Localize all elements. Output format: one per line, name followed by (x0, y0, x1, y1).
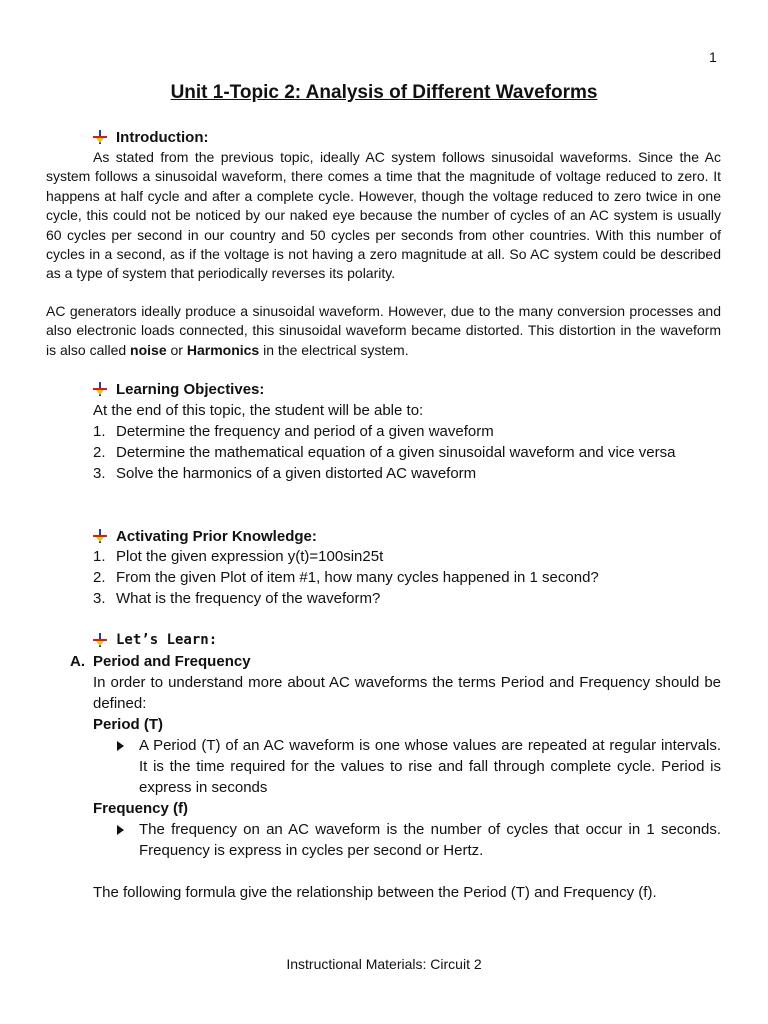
page-number: 1 (709, 49, 717, 65)
objectives-lead: At the end of this topic, the student will be able to: (93, 402, 424, 419)
frequency-text: The frequency on an AC waveform is the number of cycles that occur in 1 seconds. Frequency is express in cycles per second or Hertz. (139, 821, 721, 859)
lets-learn-heading-text: Let’s Learn: (116, 632, 218, 648)
introduction-paragraph-1 (46, 148, 721, 284)
list-item (93, 546, 721, 567)
footer: Instructional Materials: Circuit 2 (286, 956, 482, 972)
list-item-number: 3. (93, 590, 106, 607)
list-item (93, 463, 721, 484)
period-bullet (115, 735, 721, 798)
page-title: Unit 1-Topic 2: Analysis of Different Waveforms (170, 82, 598, 103)
prior-knowledge-heading (93, 527, 317, 545)
list-item-number: 2. (93, 569, 106, 586)
prior-knowledge-list (93, 546, 721, 609)
objectives-list (93, 421, 721, 484)
connector-or: or (166, 341, 187, 358)
objectives-heading-text: Learning Objectives: (116, 380, 265, 398)
lets-learn-heading (93, 631, 217, 649)
list-item-number: 1. (93, 423, 106, 440)
term-harmonics: Harmonics (186, 341, 260, 358)
list-item (93, 421, 721, 442)
list-item-number: 3. (93, 465, 106, 482)
spacer (93, 861, 721, 882)
list-item (93, 588, 721, 609)
formula-text: The following formula give the relationship between the Period (T) and Frequency (f). (93, 884, 657, 901)
list-item (93, 567, 721, 588)
prior-knowledge-heading-text: Activating Prior Knowledge: (116, 527, 317, 545)
list-item-text: What is the frequency of the waveform? (116, 590, 381, 607)
section-a-intro: In order to understand more about AC waveforms the terms Period and Frequency should be defined: (93, 674, 721, 712)
section-a-title: Period and Frequency (93, 653, 251, 670)
list-item-text: Determine the mathematical equation of a given sinusoidal waveform and vice versa (116, 444, 676, 461)
term-noise: noise (130, 341, 167, 358)
arrow-bullet-icon (93, 529, 107, 543)
introduction-paragraph-2 (46, 302, 721, 360)
arrow-bullet-icon (93, 130, 107, 144)
list-item-number: 2. (93, 444, 106, 461)
period-text: A Period (T) of an AC waveform is one whose values are repeated at regular intervals. It is the time required for the values to rise and fall through complete cycle. Period is express in seconds (139, 737, 721, 796)
introduction-heading-text: Introduction: (116, 128, 209, 146)
introduction-heading (93, 128, 208, 146)
list-item-number: 1. (93, 548, 106, 565)
list-item-text: Plot the given expression y(t)=100sin25t (116, 548, 384, 565)
introduction-paragraph-1-rest: Since the Ac system follows a sinusoidal waveform, there comes a time that the magnitude of voltage reduced to zero. It happens at half cycle and after a complete cycle. However, though the voltage reduced to zero twice in one cycle, this could not be noticed by our naked eye because the number of cycles of an AC system is usually 60 cycles per second in our country and 50 cycles per seconds from other countries. With this number of cycles in a second, as if the voltage is not having a zero magnitude at all. So AC system could be described as a type of system that periodically reverses its polarity. (46, 149, 722, 282)
triangle-bullet-icon (115, 735, 139, 798)
list-item-text: Solve the harmonics of a given distorted AC waveform (116, 465, 477, 482)
introduction-paragraph-1-first: As stated from the previous topic, ideally AC system follows sinusoidal waveforms. (93, 149, 632, 165)
objectives-heading (93, 380, 264, 398)
list-item-text: Determine the frequency and period of a given waveform (116, 423, 494, 440)
period-title: Period (T) (93, 716, 163, 733)
frequency-title: Frequency (f) (93, 800, 189, 817)
introduction-paragraph-2-end: in the electrical system. (259, 341, 409, 358)
arrow-bullet-icon (93, 382, 107, 396)
arrow-bullet-icon (93, 633, 107, 647)
triangle-bullet-icon (115, 819, 139, 861)
frequency-bullet (115, 819, 721, 861)
list-item (93, 442, 721, 463)
list-item-text: From the given Plot of item #1, how many cycles happened in 1 second? (116, 569, 599, 586)
introduction-paragraph-2-start: AC generators ideally produce a sinusoidal waveform. However, due to the many conversion processes and also electronic loads connected, this sinusoidal waveform became distorted. This distortion in the waveform is also called (46, 303, 721, 358)
section-a-content (93, 651, 721, 903)
section-a-letter: A. (70, 653, 85, 670)
